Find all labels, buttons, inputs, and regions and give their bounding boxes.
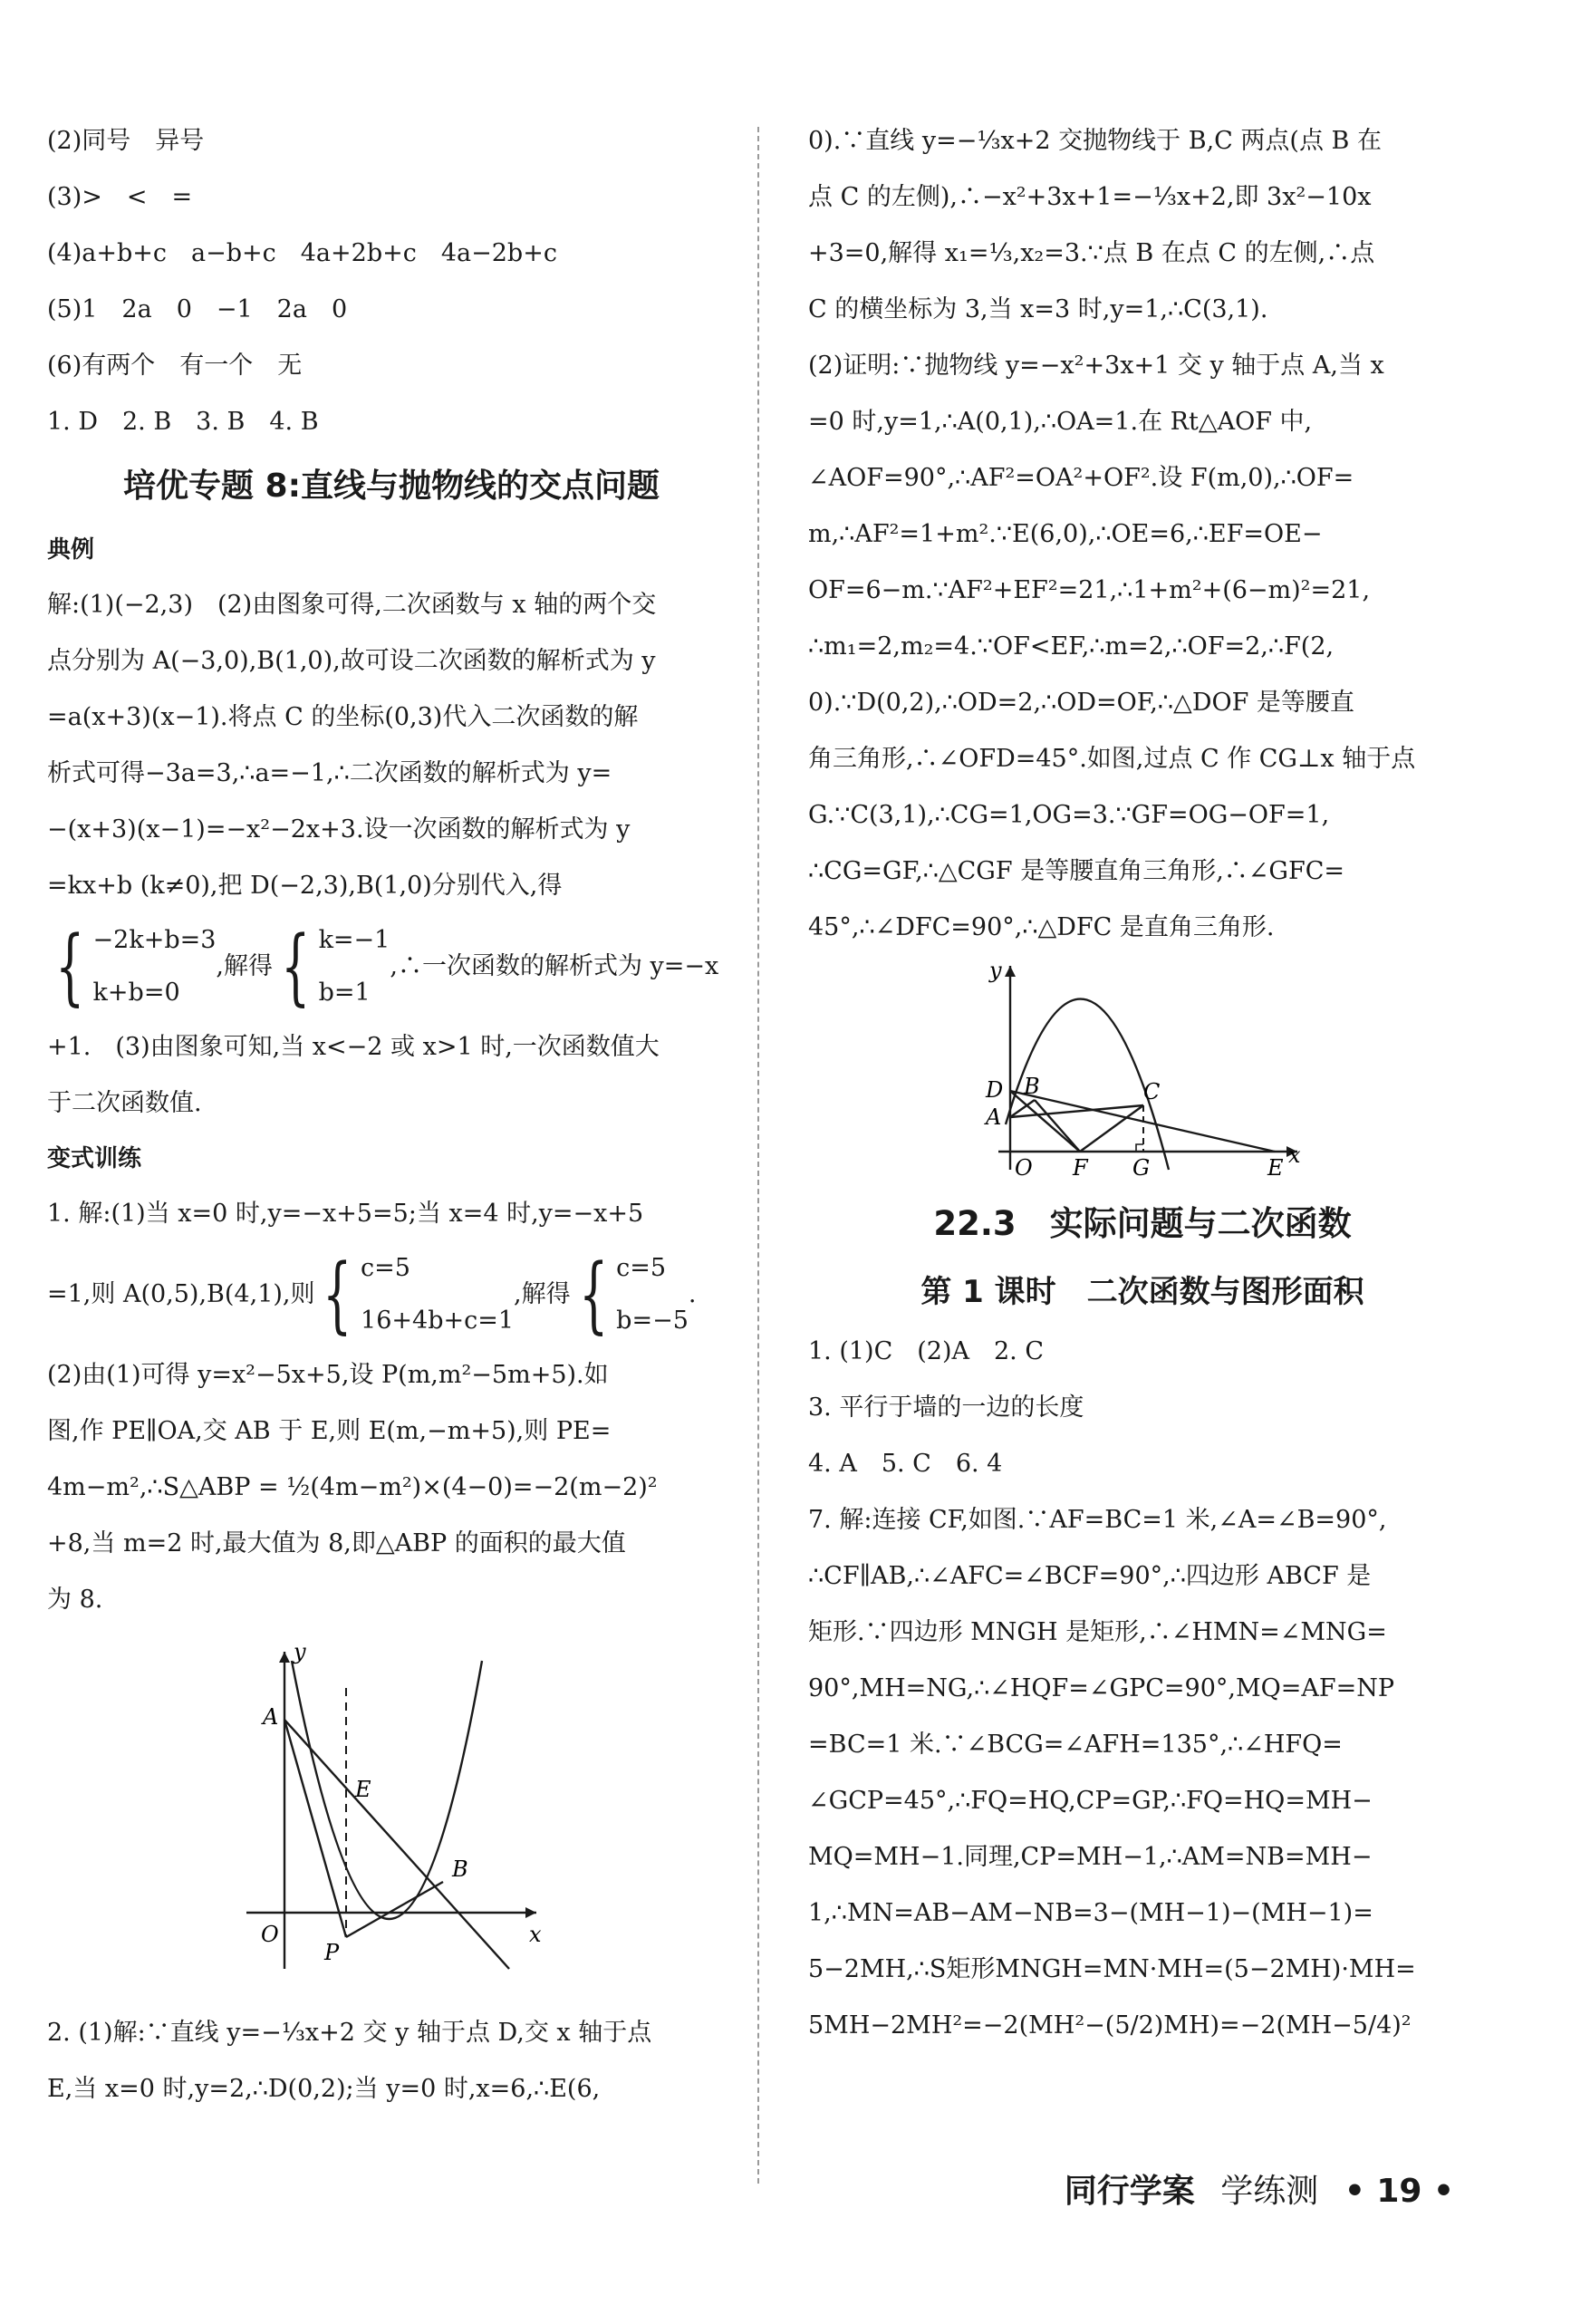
point-label-p: P [324, 1940, 340, 1965]
equation: 16+4b+c=1 [361, 1307, 515, 1335]
system-solution [319, 914, 390, 1019]
footer-brand: 同行学案 [1064, 2173, 1195, 2210]
line-pb [346, 1882, 443, 1937]
solution-line: =0 时,y=1,∴A(0,1),∴OA=1.在 Rt△AOF 中, [808, 408, 1313, 436]
system-equations [93, 914, 217, 1019]
equation: k=−1 [318, 926, 390, 954]
practice-line: 1. 解:(1)当 x=0 时,y=−x+5=5;当 x=4 时,y=−x+5 [47, 1200, 644, 1228]
left-column [47, 113, 736, 2117]
answer-line: (3)> < = [47, 183, 193, 211]
solution-line: 45°,∴∠DFC=90°,∴△DFC 是直角三角形. [808, 913, 1275, 941]
question-2-line: 2. (1)解:∵直线 y=−⅓x+2 交 y 轴于点 D,交 x 轴于点 [47, 2019, 652, 2047]
point-label-b: B [452, 1856, 468, 1882]
answer-line: (2)同号 异号 [47, 127, 205, 155]
solution-line: MQ=MH−1.同理,CP=MH−1,∴AM=NB=MH− [808, 1843, 1373, 1871]
line-ab [284, 1720, 509, 1969]
example-line: 于二次函数值. [47, 1089, 202, 1117]
system-connector: ,解得 [514, 1280, 571, 1308]
line-bf [1035, 1100, 1080, 1152]
solution-line: +3=0,解得 x₁=⅓,x₂=3.∵点 B 在点 C 的左侧,∴点 [808, 239, 1375, 267]
point-label-d: D [986, 1077, 1004, 1103]
example-line: −(x+3)(x−1)=−x²−2x+3.设一次函数的解析式为 y [47, 815, 631, 844]
solution-line: 0).∵D(0,2),∴OD=2,∴OD=OF,∴△DOF 是等腰直 [808, 689, 1354, 717]
practice-line: +8,当 m=2 时,最大值为 8,即△ABP 的面积的最大值 [47, 1529, 626, 1557]
solution-line: 90°,MH=NG,∴∠HQF=∠GPC=90°,MQ=AF=NP [808, 1674, 1395, 1702]
equation: b=−5 [616, 1307, 689, 1335]
point-label-c: C [1143, 1079, 1161, 1104]
equation: −2k+b=3 [92, 926, 217, 954]
example-line: 解:(1)(−2,3) (2)由图象可得,二次函数与 x 轴的两个交 [47, 591, 657, 619]
section-title: 22.3 实际问题与二次函数 [933, 1204, 1352, 1243]
answer-line: (6)有两个 有一个 无 [47, 352, 303, 380]
solution-line: ∴CF∥AB,∴∠AFC=∠BCF=90°,∴四边形 ABCF 是 [808, 1562, 1372, 1590]
answer-line: (5)1 2a 0 −1 2a 0 [47, 295, 348, 323]
solution-line: 0).∵直线 y=−⅓x+2 交抛物线于 B,C 两点(点 B 在 [808, 127, 1382, 155]
example-line: =kx+b (k≠0),把 D(−2,3),B(1,0)分别代入,得 [47, 872, 563, 900]
system-tail: . [688, 1280, 697, 1308]
column-divider [757, 127, 759, 2184]
right-column [808, 113, 1477, 2054]
axis-label-x: x [529, 1922, 542, 1947]
equation: c=5 [361, 1254, 410, 1282]
equation: b=1 [318, 979, 371, 1007]
equation: k+b=0 [92, 979, 180, 1007]
brace-glyph: { [578, 1246, 608, 1343]
line-fc [1080, 1105, 1143, 1152]
practice-line: 为 8. [47, 1586, 103, 1614]
example-line: +1. (3)由图象可知,当 x<−2 或 x>1 时,一次函数值大 [47, 1033, 660, 1061]
answer-line: (4)a+b+c a−b+c 4a+2b+c 4a−2b+c [47, 239, 557, 267]
solution-line: C 的横坐标为 3,当 x=3 时,y=1,∴C(3,1). [808, 295, 1268, 323]
practice-line: 4m−m²,∴S△ABP = ½(4m−m²)×(4−0)=−2(m−2)² [47, 1473, 658, 1501]
practice-line: (2)由(1)可得 y=x²−5x+5,设 P(m,m²−5m+5).如 [47, 1361, 609, 1389]
practice-label: 变式训练 [47, 1145, 142, 1172]
page-number: • 19 • [1344, 2173, 1454, 2210]
page-footer [1050, 2165, 1454, 2212]
example-line: 点分别为 A(−3,0),B(1,0),故可设二次函数的解析式为 y [47, 647, 656, 675]
system-solution [616, 1242, 689, 1347]
solution-line: G.∵C(3,1),∴CG=1,OG=3.∵GF=OG−OF=1, [808, 801, 1330, 829]
brace-glyph: { [281, 918, 311, 1015]
system-connector: ,解得 [216, 952, 274, 980]
answer-line: 4. A 5. C 6. 4 [808, 1450, 1003, 1478]
topic-title: 培优专题 8:直线与抛物线的交点问题 [123, 468, 660, 505]
point-label-e: E [1267, 1155, 1284, 1179]
point-label-a: A [263, 1704, 279, 1730]
solution-line: ∠AOF=90°,∴AF²=OA²+OF².设 F(m,0),∴OF= [808, 464, 1354, 492]
equation-system [47, 914, 736, 1019]
solution-line: m,∴AF²=1+m².∵E(6,0),∴OE=6,∴EF=OE− [808, 520, 1323, 548]
point-label-g: G [1132, 1155, 1151, 1179]
solution-line: 7. 解:连接 CF,如图.∵AF=BC=1 米,∠A=∠B=90°, [808, 1506, 1387, 1534]
lesson-title: 第 1 课时 二次函数与图形面积 [920, 1274, 1364, 1310]
example-label: 典例 [47, 536, 95, 564]
footer-subtitle: 学练测 [1220, 2173, 1319, 2210]
answer-line: 3. 平行于墙的一边的长度 [808, 1393, 1084, 1422]
solution-line: 5−2MH,∴S矩形MNGH=MN·MH=(5−2MH)·MH= [808, 1955, 1416, 1983]
solution-line: 点 C 的左侧),∴−x²+3x+1=−⅓x+2,即 3x²−10x [808, 183, 1372, 211]
point-label-e: E [355, 1777, 371, 1802]
example-line: 析式可得−3a=3,∴a=−1,∴二次函数的解析式为 y= [47, 759, 612, 787]
solution-line: =BC=1 米.∵∠BCG=∠AFH=135°,∴∠HFQ= [808, 1731, 1343, 1759]
point-label-a: A [986, 1104, 1002, 1130]
axis-label-x: x [1288, 1143, 1301, 1168]
point-label-o: O [1015, 1155, 1033, 1179]
equation: c=5 [616, 1254, 667, 1282]
solution-line: 1,∴MN=AB−AM−NB=3−(MH−1)−(MH−1)= [808, 1899, 1373, 1927]
system-lead: =1,则 A(0,5),B(4,1),则 [47, 1280, 315, 1308]
solution-line: ∴m₁=2,m₂=4.∵OF<EF,∴m=2,∴OF=2,∴F(2, [808, 632, 1335, 661]
axis-label-y: y [989, 961, 1002, 983]
solution-line: 角三角形,∴∠OFD=45°.如图,过点 C 作 CG⊥x 轴于点 [808, 745, 1416, 773]
solution-line: 矩形.∵四边形 MNGH 是矩形,∴∠HMN=∠MNG= [808, 1618, 1387, 1646]
solution-line: OF=6−m.∵AF²+EF²=21,∴1+m²+(6−m)²=21, [808, 576, 1371, 604]
brace-glyph: { [323, 1246, 352, 1343]
point-label-o: O [261, 1922, 279, 1947]
solution-line: (2)证明:∵抛物线 y=−x²+3x+1 交 y 轴于点 A,当 x [808, 352, 1384, 380]
parabola-figure-2 [808, 961, 1477, 1179]
axis-label-y: y [294, 1639, 306, 1664]
point-label-b: B [1024, 1074, 1040, 1099]
point-label-f: F [1073, 1155, 1088, 1179]
parabola-figure-1 [47, 1634, 736, 1996]
answer-line: 1. (1)C (2)A 2. C [808, 1337, 1044, 1365]
question-2-line: E,当 x=0 时,y=2,∴D(0,2);当 y=0 时,x=6,∴E(6, [47, 2075, 601, 2103]
system-equations [361, 1242, 514, 1347]
practice-line: 图,作 PE∥OA,交 AB 于 E,则 E(m,−m+5),则 PE= [47, 1417, 612, 1445]
system-tail: ,∴一次函数的解析式为 y=−x [390, 952, 719, 980]
example-line: =a(x+3)(x−1).将点 C 的坐标(0,3)代入二次函数的解 [47, 703, 639, 731]
solution-line: 5MH−2MH²=−2(MH²−(5/2)MH)=−2(MH−5/4)² [808, 2011, 1412, 2040]
solution-line: ∴CG=GF,∴△CGF 是等腰直角三角形,∴∠GFC= [808, 857, 1344, 885]
solution-line: ∠GCP=45°,∴FQ=HQ,CP=GP,∴FQ=HQ=MH− [808, 1787, 1373, 1815]
answer-line: 1. D 2. B 3. B 4. B [47, 408, 319, 436]
equation-system [47, 1242, 736, 1347]
brace-glyph: { [55, 918, 85, 1015]
